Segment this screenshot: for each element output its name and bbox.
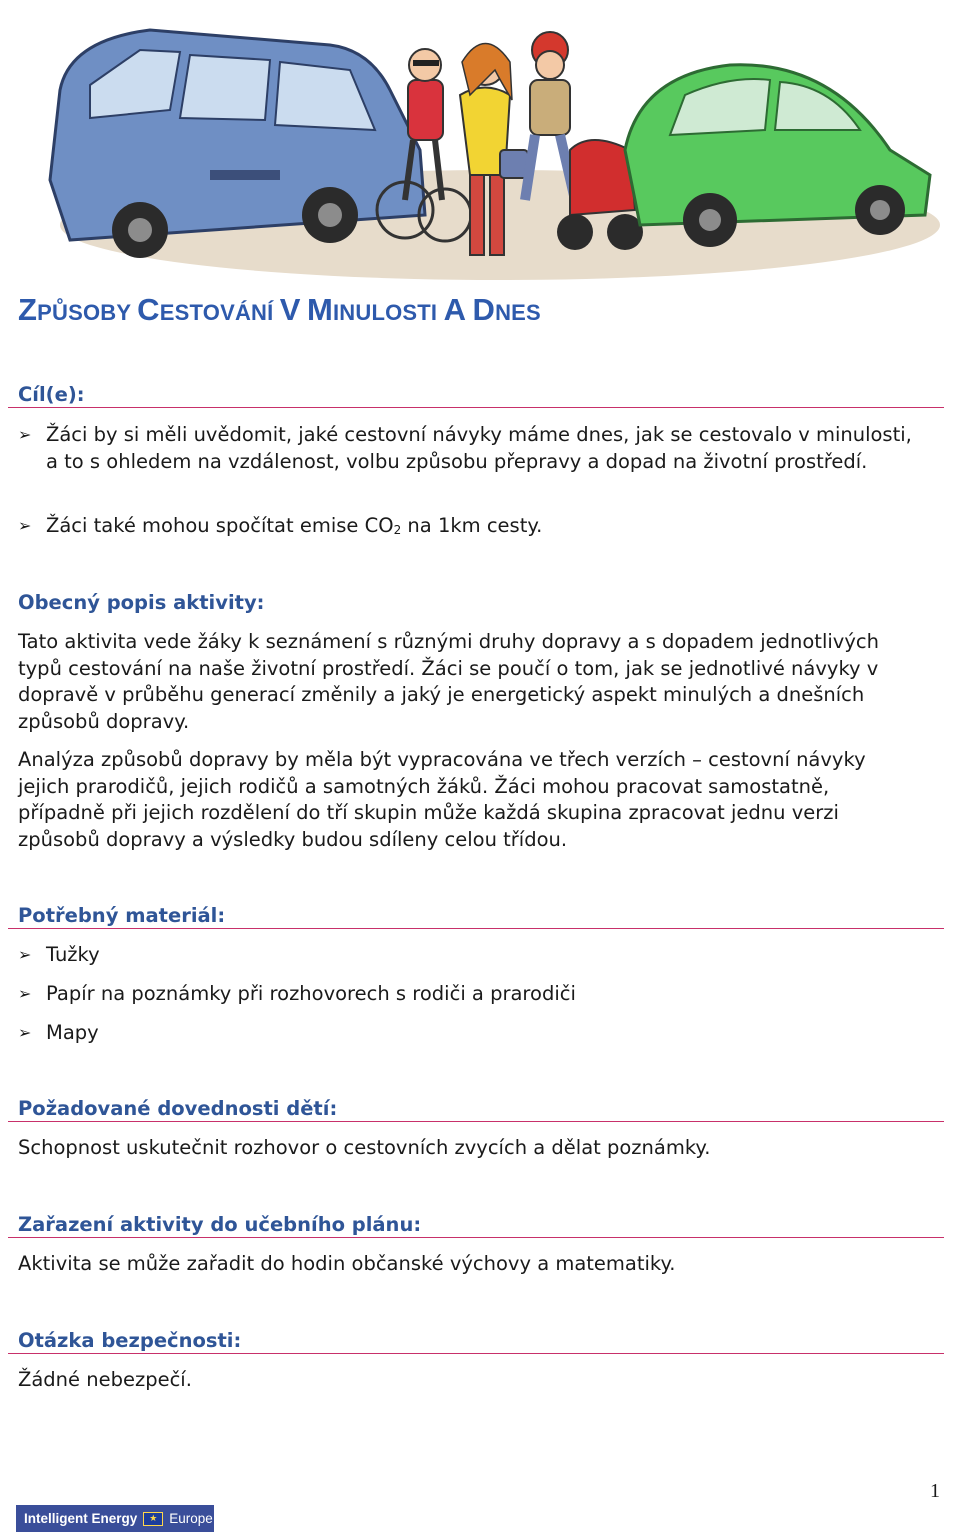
header-illustration xyxy=(30,0,945,285)
description-paragraph-1: Tato aktivita vede žáky k seznámení s různými druhy dopravy a s dopadem jednotlivých typů cestování na naše životní prostředí. Žáci se poučí o tom, jak se jednotlivé návyky v dopravě v průběhu generací změnily a jaký je energetický aspekt minulých a dnešních způsobů dopravy. xyxy=(18,630,879,733)
arrow-bullet-icon: ➢ xyxy=(18,945,32,964)
page-number: 1 xyxy=(930,1480,940,1502)
skills-heading: Požadované dovednosti dětí: xyxy=(18,1097,338,1120)
description-paragraph-2: Analýza způsobů dopravy by měla být vypracována ve třech verzích – cestovní návyky jejich prarodičů, jejich rodičů a samotných žáků. Žáci mohou pracovat samostatně, případně při jejich rozdělení do tří skupin může každá skupina zpracovat jednu verzi způsobů dopravy a výsledky budou sdíleny celou třídou. xyxy=(18,748,866,851)
materials-item: ➢ Mapy xyxy=(18,1020,918,1047)
curriculum-divider xyxy=(8,1237,944,1238)
skills-text: Schopnost uskutečnit rozhovor o cestovních zvycích a dělat poznámky. xyxy=(18,1136,711,1159)
arrow-bullet-icon: ➢ xyxy=(18,425,32,444)
green-car-icon xyxy=(625,65,930,247)
arrow-bullet-icon: ➢ xyxy=(18,984,32,1003)
arrow-bullet-icon: ➢ xyxy=(18,516,32,535)
curriculum-text: Aktivita se může zařadit do hodin občanské výchovy a matematiky. xyxy=(18,1252,676,1275)
page-title: ZPŮSOBY CESTOVÁNÍ V MINULOSTI A DNES xyxy=(18,292,541,327)
goals-heading: Cíl(e): xyxy=(18,383,85,406)
materials-item: ➢ Tužky xyxy=(18,942,918,969)
goals-divider xyxy=(8,407,944,408)
materials-heading: Potřebný materiál: xyxy=(18,904,226,927)
intelligent-energy-europe-logo: Intelligent Energy ★ Europe xyxy=(16,1505,214,1532)
arrow-bullet-icon: ➢ xyxy=(18,1023,32,1042)
safety-divider xyxy=(8,1353,944,1354)
materials-item: ➢ Papír na poznámky při rozhovorech s rodiči a prarodiči xyxy=(18,981,918,1008)
goals-item-1: ➢ Žáci by si měli uvědomit, jaké cestovní návyky máme dnes, jak se cestovalo v minulosti, a to s ohledem na vzdálenost, volbu způsobu přepravy a dopad na životní prostředí. xyxy=(18,423,912,473)
skills-divider xyxy=(8,1121,944,1122)
description-heading: Obecný popis aktivity: xyxy=(18,591,265,614)
safety-heading: Otázka bezpečnosti: xyxy=(18,1329,242,1352)
safety-text: Žádné nebezpečí. xyxy=(18,1368,192,1391)
eu-flag-icon: ★ xyxy=(143,1512,163,1526)
goals-item-2: ➢ Žáci také mohou spočítat emise $CO_2$ na 1km cesty. xyxy=(18,513,918,540)
curriculum-heading: Zařazení aktivity do učebního plánu: xyxy=(18,1213,422,1236)
materials-divider xyxy=(8,928,944,929)
